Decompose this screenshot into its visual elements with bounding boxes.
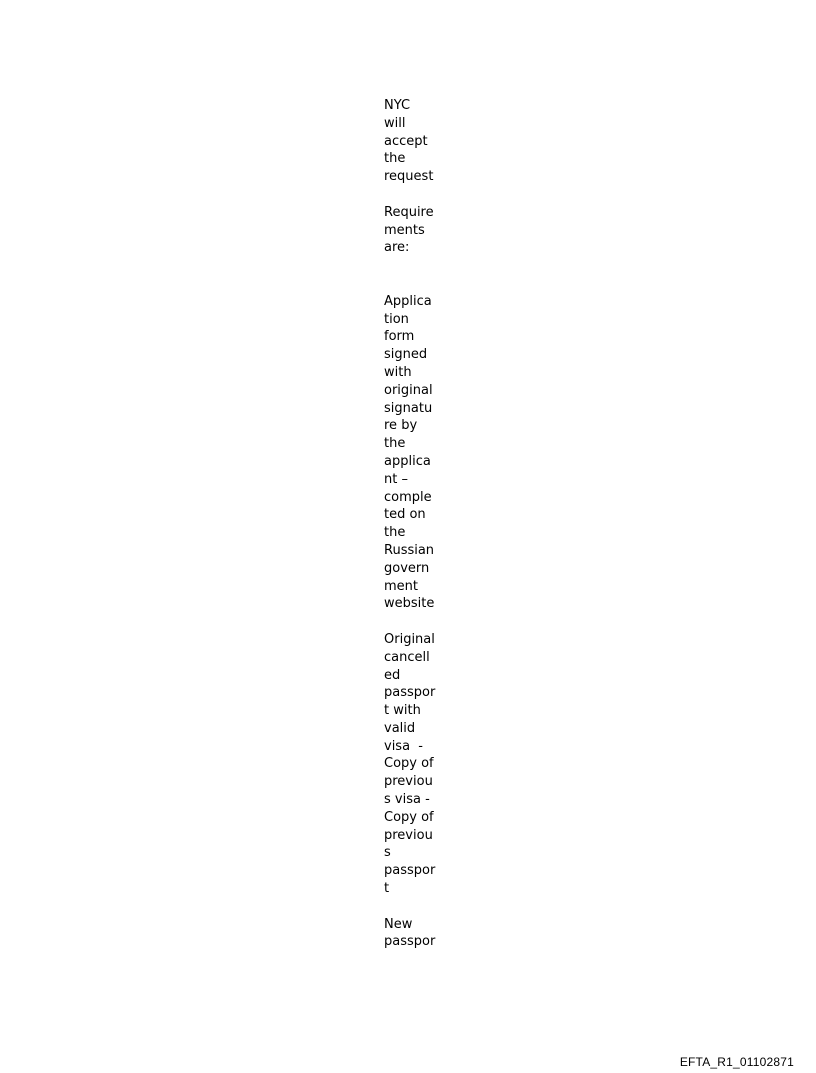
text-line: applica: [384, 453, 431, 469]
text-line: ted on: [384, 507, 426, 523]
text-line: the: [384, 151, 406, 167]
text-line: Copy of: [384, 756, 434, 772]
text-line: govern: [384, 560, 430, 576]
text-line: comple: [384, 489, 432, 505]
text-line: the: [384, 525, 406, 541]
text-line: Russian: [384, 542, 435, 558]
paragraph-spacer: [384, 613, 444, 631]
text-line: the: [384, 436, 406, 452]
text-line: Copy of: [384, 809, 434, 825]
text-line: form: [384, 329, 415, 345]
text-line: ment: [384, 578, 418, 594]
application-form-requirement: [384, 293, 444, 613]
document-id-footer: EFTA_R1_01102871: [679, 1055, 794, 1069]
text-line: New: [384, 916, 413, 932]
text-line: valid: [384, 720, 416, 736]
text-line: passpor: [384, 685, 436, 701]
text-line: t: [384, 881, 390, 897]
new-passport-requirement: [384, 916, 444, 952]
paragraph-spacer: [384, 257, 444, 293]
text-line: s visa -: [384, 792, 430, 808]
text-line: t with: [384, 703, 421, 719]
text-line: visa -: [384, 738, 423, 754]
text-line: previou: [384, 774, 433, 790]
text-line: ments: [384, 222, 425, 238]
text-line: website: [384, 596, 435, 612]
text-line: passpor: [384, 863, 436, 879]
text-line: signatu: [384, 400, 433, 416]
paragraph-spacer: [384, 186, 444, 204]
text-line: Applica: [384, 293, 432, 309]
text-line: previou: [384, 827, 433, 843]
text-line: tion: [384, 311, 409, 327]
text-column: [384, 97, 444, 951]
text-line: ed: [384, 667, 401, 683]
text-line: cancell: [384, 649, 430, 665]
text-line: NYC: [384, 98, 411, 113]
text-line: s: [384, 845, 391, 861]
text-line: original: [384, 382, 433, 398]
intro-paragraph: [384, 97, 444, 186]
text-line: will: [384, 115, 406, 131]
text-line: Require: [384, 204, 434, 220]
text-line: request: [384, 169, 434, 185]
passport-copies-requirement: [384, 631, 444, 898]
text-line: Original: [384, 631, 435, 647]
text-line: re by: [384, 418, 418, 434]
text-line: accept: [384, 133, 428, 149]
text-line: are:: [384, 240, 410, 256]
text-line: signed: [384, 347, 428, 363]
paragraph-spacer: [384, 898, 444, 916]
text-line: passpor: [384, 934, 436, 950]
text-line: nt –: [384, 471, 408, 487]
text-line: with: [384, 364, 412, 380]
requirements-heading: [384, 204, 444, 257]
